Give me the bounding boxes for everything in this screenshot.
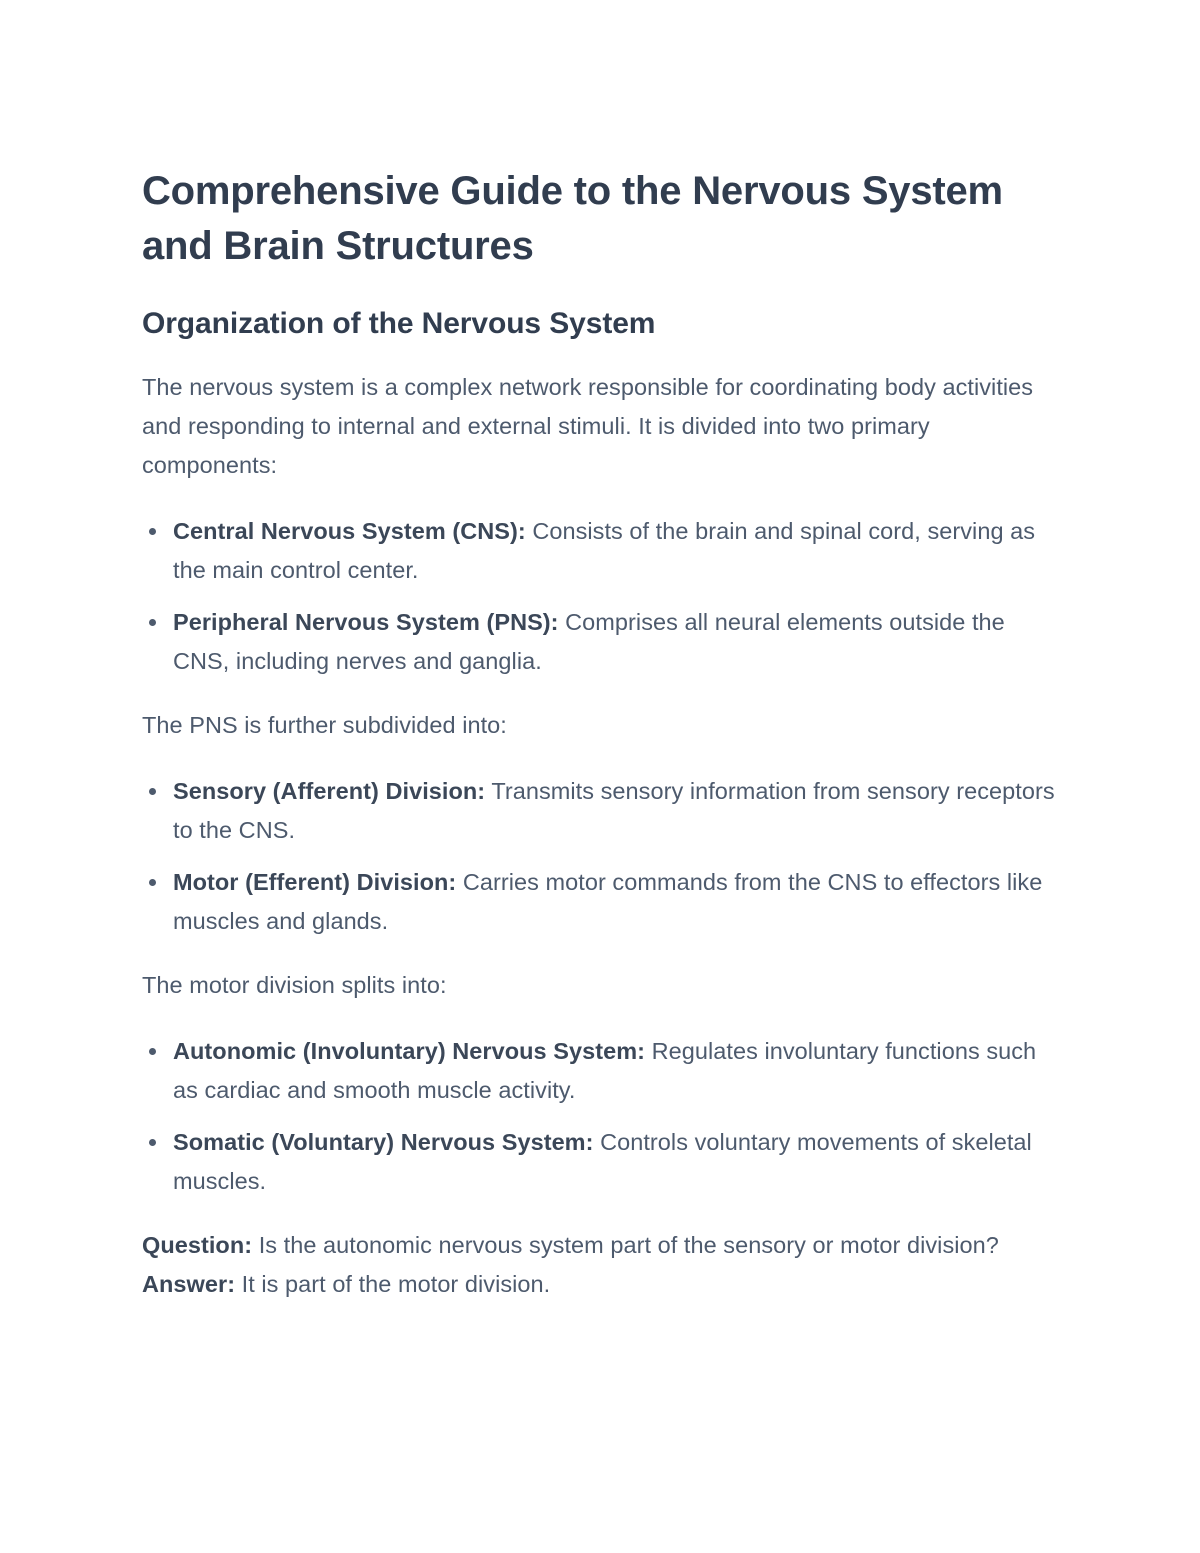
intro-paragraph: The nervous system is a complex network responsible for coordinating body activities and responding to internal and external stimuli. It is divided into two primary components: — [142, 374, 1034, 478]
section-heading-organization: Organization of the Nervous System — [142, 307, 656, 340]
list-item-term: Sensory (Afferent) Division: — [173, 778, 486, 804]
list-item — [142, 863, 1060, 941]
list-item — [142, 1032, 1060, 1110]
question-text: Is the autonomic nervous system part of the sensory or motor division? — [252, 1232, 999, 1258]
bullet-list-pns-subdivisions — [142, 745, 1060, 941]
list-item-term: Autonomic (Involuntary) Nervous System: — [173, 1038, 646, 1064]
list-item-term: Motor (Efferent) Division: — [173, 869, 457, 895]
list-item — [142, 772, 1060, 850]
bullet-dot-icon — [149, 788, 156, 795]
list-item-description: Comprises all neural elements outside the CNS, including nerves and ganglia. — [173, 609, 1005, 674]
bullet-dot-icon — [149, 1139, 156, 1146]
list-item-term: Somatic (Voluntary) Nervous System: — [173, 1129, 594, 1155]
document-body — [142, 0, 1060, 1304]
list-item-description: Carries motor commands from the CNS to effectors like muscles and glands. — [173, 869, 1043, 934]
list-item-term: Central Nervous System (CNS): — [173, 518, 526, 544]
list-item — [142, 1123, 1060, 1201]
answer-label: Answer: — [142, 1271, 236, 1297]
bullet-list-motor-subdivisions — [142, 1005, 1060, 1201]
question-label: Question: — [142, 1232, 253, 1258]
bullet-dot-icon — [149, 619, 156, 626]
page-title: Comprehensive Guide to the Nervous System and Brain Structures — [142, 169, 1003, 268]
list-item-description: Consists of the brain and spinal cord, serving as the main control center. — [173, 518, 1036, 583]
list-item — [142, 603, 1060, 681]
bullet-dot-icon — [149, 528, 156, 535]
bullet-list-primary-components — [142, 485, 1060, 681]
list-item-description: Transmits sensory information from sensory receptors to the CNS. — [173, 778, 1055, 843]
list-item-description: Controls voluntary movements of skeletal muscles. — [173, 1129, 1032, 1194]
list-item — [142, 512, 1060, 590]
bullet-dot-icon — [149, 879, 156, 886]
question-answer-block — [142, 1201, 1060, 1304]
lead-in-pns-subdivisions: The PNS is further subdivided into: — [142, 712, 507, 738]
list-item-term: Peripheral Nervous System (PNS): — [173, 609, 559, 635]
answer-text: It is part of the motor division. — [235, 1271, 551, 1297]
lead-in-motor-subdivisions: The motor division splits into: — [142, 972, 447, 998]
list-item-description: Regulates involuntary functions such as cardiac and smooth muscle activity. — [173, 1038, 1037, 1103]
bullet-dot-icon — [149, 1048, 156, 1055]
